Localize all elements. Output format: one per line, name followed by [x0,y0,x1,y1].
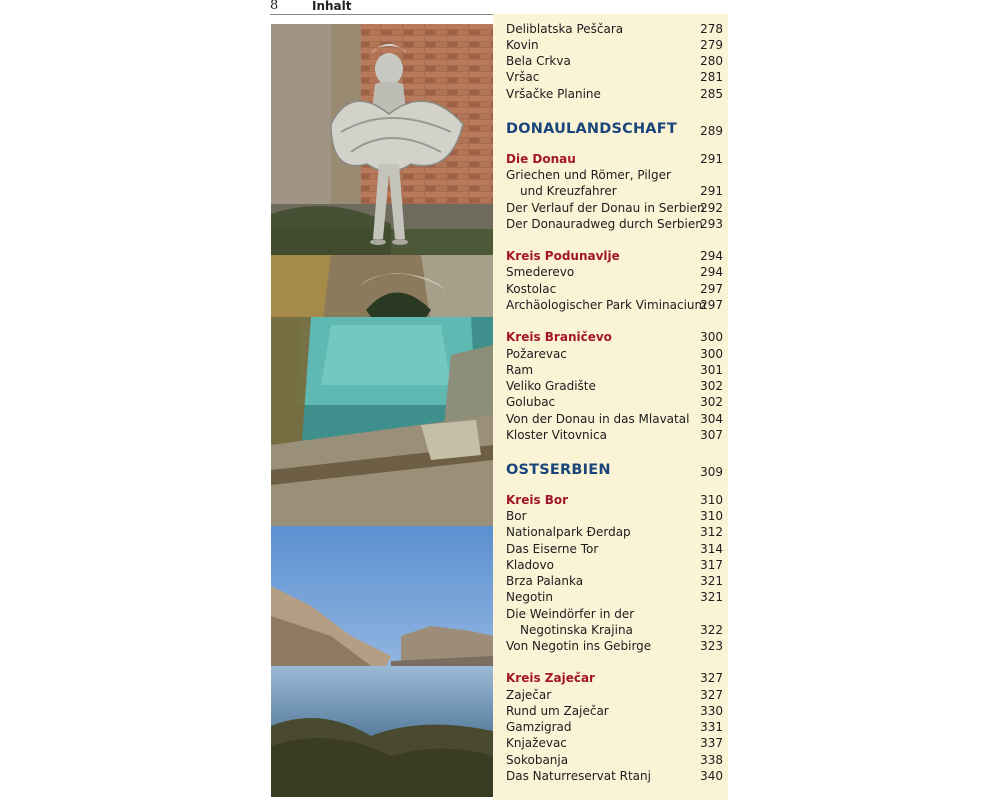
photo-statue [271,24,493,255]
photo-cave-spring [271,255,493,526]
table-of-contents: Deliblatska Peščara 278 Kovin 279 Bela Crkva 280 Vršac 281 Vršačke Planine 285 DONAULANDSCHAFT 289 Die Donau 291 Griechen und Römer, Pilger und Kreuzfahrer 291 Der Verlauf der Donau in Serbien 292 Der Donauradweg durch Serbien 293 Kreis Podunavlje 294 Smederevo 294 Kostolac 297 Archäologischer Park Viminacium 297 Kreis Braničevo 300 Požarevac 300 Ram 301 Veliko Gradište 302 Golubac 302 Von der Donau in das Mlavatal 304 Kloster Vitovnica 307 OSTSERBIEN 309 Kreis Bor 310 Bor 310 Nationalpark Đerdap 312 Das Eiserne Tor 314 Kladovo 317 Brza Palanka 321 Negotin 321 Die Weindörfer in der Negotinska Krajina 322 Von Negotin ins Gebirge 323 Kreis Zaječar 327 Zaječar 327 Rund um Zaječar 330 Gamzigrad 331 Knjaževac 337 Sokobanja 338 Das Naturreservat Rtanj 340 [493,14,728,800]
photo-danube-gorge [271,526,493,797]
section-title: Inhalt [312,0,352,13]
page-header [270,0,728,15]
page-number: 8 [270,0,279,13]
